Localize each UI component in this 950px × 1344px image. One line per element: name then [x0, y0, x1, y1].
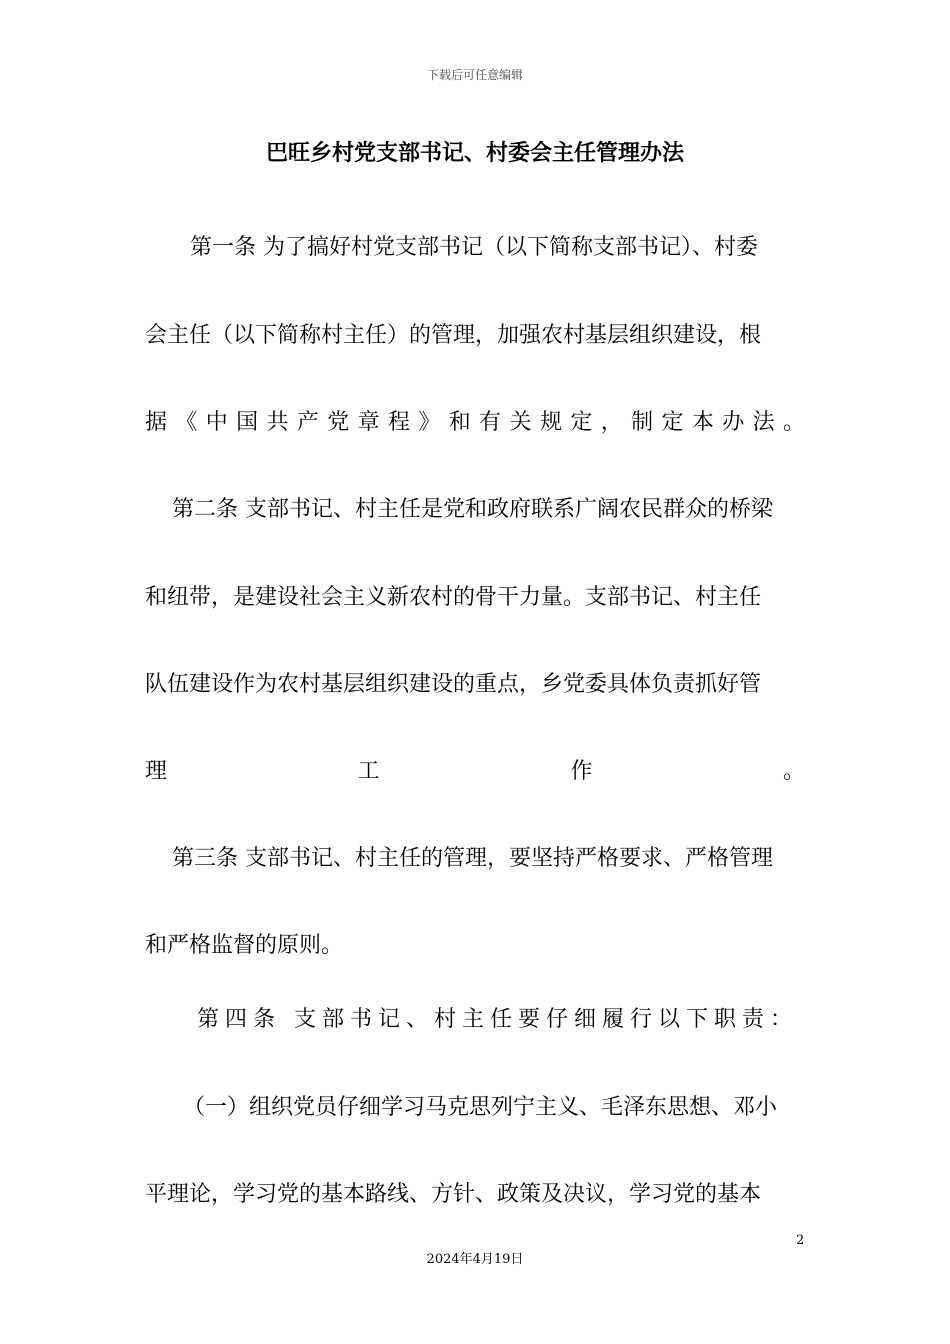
body-line-2: 会主任（以下简称村主任）的管理，加强农村基层组织建设，根 — [145, 323, 762, 348]
body-line-11: （一）组织党员仔细学习马克思列宁主义、毛泽东思想、邓小 — [183, 1095, 778, 1120]
body-line-4: 第二条 支部书记、村主任是党和政府联系广阔农民群众的桥梁 — [172, 497, 773, 522]
page-number: 2 — [796, 1233, 805, 1248]
document-title: 巴旺乡村党支部书记、村委会主任管理办法 — [265, 141, 684, 166]
body-line-7: 理工作。 — [145, 759, 805, 784]
body-line-9: 和严格监督的原则。 — [145, 933, 344, 958]
body-line-8: 第三条 支部书记、村主任的管理，要坚持严格要求、严格管理 — [172, 846, 773, 871]
footer-date: 2024年4月19日 — [426, 1252, 524, 1267]
body-line-10: 第四条 支部书记、村主任要仔细履行以下职责： — [197, 1007, 792, 1032]
body-line-3: 据《中国共产党章程》和有关规定，制定本办法。 — [145, 410, 805, 435]
header-note: 下载后可任意编辑 — [426, 68, 523, 82]
body-line-6: 队伍建设作为农村基层组织建设的重点，乡党委具体负责抓好管 — [145, 672, 762, 697]
body-line-1: 第一条 为了搞好村党支部书记（以下简称支部书记）、村委 — [190, 235, 758, 260]
body-line-5: 和纽带，是建设社会主义新农村的骨干力量。支部书记、村主任 — [145, 585, 762, 610]
body-line-12: 平理论，学习党的基本路线、方针、政策及决议，学习党的基本 — [145, 1182, 762, 1207]
